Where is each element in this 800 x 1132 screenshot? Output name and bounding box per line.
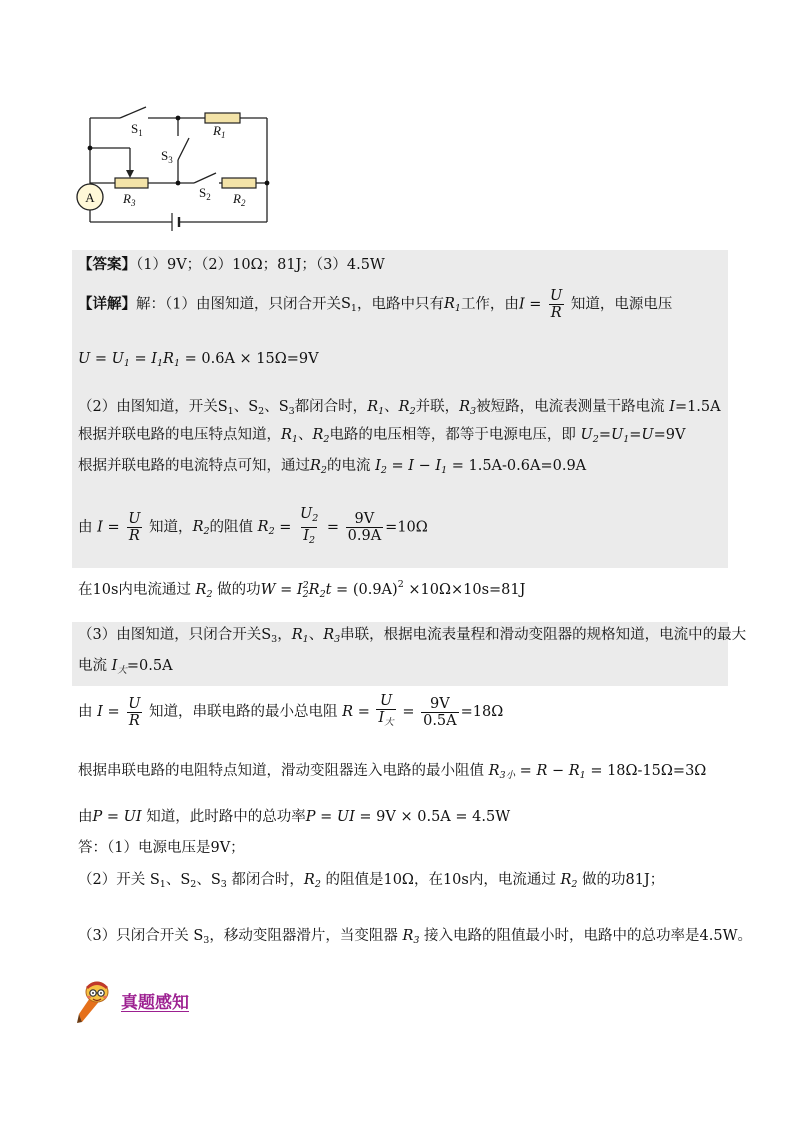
text-run: = (322, 519, 344, 535)
symbol-base: R (367, 398, 379, 415)
line-content (78, 656, 173, 681)
symbol-base: S (217, 398, 228, 415)
text-run: = (524, 296, 547, 312)
text-run: 根据并联电路的电压特点知道， (78, 426, 281, 443)
max-current-line (78, 648, 173, 688)
line-content (78, 693, 503, 731)
circuit-diagram (70, 100, 285, 240)
text-run: 、 (384, 398, 399, 415)
detail-part1-intro (78, 284, 672, 324)
text-run: = 1.5A-0.6A=0.9A (447, 457, 587, 474)
text-run: R (342, 704, 354, 720)
text-run: ×10Ω×10s=81J (403, 582, 526, 598)
text-run: I (97, 704, 103, 720)
min-total-resistance-line (78, 692, 503, 732)
line-content (78, 761, 706, 786)
text-run: 的阻值是10Ω，在10s内，电流通过 (320, 871, 561, 888)
text-run: 、 (297, 426, 313, 443)
math-symbol (581, 427, 599, 443)
text-run: R (128, 712, 140, 729)
fraction-numerator (353, 511, 377, 527)
work-line (78, 570, 525, 610)
fraction (126, 511, 142, 544)
line-content (78, 926, 752, 951)
symbol-base: S (210, 871, 221, 888)
min-rheostat-line (78, 753, 706, 793)
symbol-base: R (291, 626, 303, 643)
symbol-base: R (192, 519, 204, 535)
text-run: 并联， (415, 398, 460, 415)
subscript: 1 (159, 878, 166, 890)
symbol-base: R (560, 871, 572, 888)
math-symbol (399, 399, 416, 415)
math-symbol (444, 296, 461, 312)
text-run: = 9V × 0.5A = 4.5W (354, 809, 511, 825)
subscript: 3 (203, 934, 210, 946)
symbol-base: R (281, 426, 292, 443)
text-run: = (629, 426, 642, 443)
text-run: =10Ω (385, 519, 428, 535)
fraction-denominator (549, 304, 564, 321)
text-run: 由 (78, 704, 98, 720)
text-run: U (641, 426, 654, 443)
math-symbol (569, 763, 586, 779)
subscript: 2 (190, 878, 197, 890)
line-content (78, 456, 586, 481)
subscript: 2 (314, 878, 321, 890)
symbol-base: (0.9A) (352, 582, 398, 598)
text-run: = (102, 704, 125, 720)
math-symbol (303, 528, 315, 544)
subscript: 大 (117, 664, 127, 676)
ammeter-label: A (85, 190, 95, 205)
text-run: 工作，由 (460, 296, 519, 312)
symbol-base: S (149, 871, 160, 888)
symbol-base: R (303, 871, 315, 888)
text-run: ， (277, 626, 292, 643)
text-run: I (408, 457, 414, 474)
switch-s1 (120, 107, 146, 118)
text-run: = (353, 704, 375, 720)
subscript: 3小 (499, 769, 516, 781)
fraction (376, 693, 395, 731)
label-r3: $R_3$ (123, 191, 136, 208)
part3-intro (78, 617, 746, 657)
text-run: 0.9A (347, 527, 382, 544)
text-run: P (305, 809, 316, 825)
subscript: 1 (454, 303, 461, 314)
math-symbol (112, 351, 130, 367)
math-symbol (611, 427, 629, 443)
conclusion-3 (78, 918, 752, 958)
math-symbol (211, 872, 227, 888)
text-run: 都闭合时， (294, 398, 368, 415)
fraction-numerator (428, 696, 452, 712)
fraction-denominator (127, 527, 142, 544)
symbol-base: R (443, 296, 455, 312)
text-run: = (331, 582, 353, 598)
text-run: 电流 (78, 657, 112, 674)
resistor-r2 (222, 178, 256, 188)
subscript: 1 (378, 405, 385, 417)
text-run: = (598, 426, 611, 443)
text-run: 由 (78, 519, 98, 535)
math-symbol (300, 506, 318, 522)
text-run: 9V (354, 510, 375, 527)
subscript: 1 (302, 633, 309, 645)
math-symbol (258, 519, 275, 535)
symbol-base: S (248, 398, 259, 415)
math-symbol (375, 458, 387, 474)
math-symbol (112, 658, 127, 674)
math-symbol (312, 427, 329, 443)
parallel-current-line (78, 448, 586, 488)
text-run: U (78, 350, 91, 367)
math-symbol (309, 582, 326, 598)
text-run: I (518, 296, 525, 312)
math-symbol (489, 763, 515, 779)
symbol-base: S (278, 398, 289, 415)
math-symbol (193, 519, 210, 535)
resistor-r1 (205, 113, 240, 123)
r2-resistance-line (78, 507, 428, 547)
text-run: R (536, 762, 548, 779)
symbol-base: U (111, 350, 124, 367)
math-symbol (261, 627, 277, 643)
text-run: t (325, 582, 332, 598)
text-run: 、 (264, 398, 279, 415)
line-content (78, 575, 525, 605)
subscript: 2 (268, 526, 275, 537)
math-symbol (304, 872, 321, 888)
text-run: = 0.6A × 15Ω=9V (180, 350, 319, 367)
text-run: = (129, 350, 152, 367)
label-r2: $R_2$ (233, 191, 246, 208)
text-run: 的电流 (326, 457, 376, 474)
math-symbol (560, 872, 577, 888)
math-symbol (402, 928, 419, 944)
text-run: 根据串联电路的电阻特点知道，滑动变阻器连入电路的最小阻值 (78, 762, 489, 779)
math-symbol (193, 928, 209, 944)
math-symbol (367, 399, 384, 415)
symbol-base: R (402, 927, 414, 944)
symbol-base: R (163, 350, 174, 367)
text-run: R (128, 527, 140, 544)
symbol-base: U (580, 426, 593, 443)
fraction-numerator (298, 506, 320, 527)
symbol-base: R (323, 626, 335, 643)
slider-arrow (126, 148, 134, 178)
symbol-base: R (257, 519, 269, 535)
text-run: 都闭合时， (226, 871, 304, 888)
mascot-icon (76, 978, 112, 1024)
fraction-numerator (126, 511, 142, 527)
fraction (548, 288, 564, 321)
symbol-base: S (180, 871, 191, 888)
line-content (78, 807, 510, 827)
line-content (78, 288, 672, 321)
subscript: 1 (579, 769, 586, 781)
line-content (78, 870, 664, 895)
subscript: 1 (350, 303, 357, 314)
math-symbol (310, 458, 327, 474)
subscript: 大 (384, 717, 394, 728)
text-run: = 18Ω-15Ω=3Ω (585, 762, 707, 779)
text-run: 、 (308, 626, 324, 643)
text-run: = (275, 582, 297, 598)
subscript: 3 (334, 633, 341, 645)
symbol-base: R (568, 762, 580, 779)
text-run: 做的功 (212, 582, 261, 598)
text-run: 做的功81J； (577, 871, 665, 888)
subscript: 2 (592, 433, 599, 445)
symbol-base: I (303, 527, 309, 544)
text-run: = (397, 704, 420, 720)
symbol-base: S (261, 626, 272, 643)
subscript: 1 (623, 433, 630, 445)
line-content (78, 625, 746, 650)
subscript: 2 (571, 878, 578, 890)
section-heading: 真题感知 (121, 993, 189, 1013)
text-run: 串联，根据电流表量程和滑动变阻器的规格知道，电流中的最大 (340, 626, 747, 643)
text-run: = (102, 519, 125, 535)
subscript: 2 (319, 589, 326, 600)
subscript: 3 (288, 405, 295, 417)
math-symbol (292, 627, 309, 643)
conclusion-2 (78, 862, 664, 902)
text-run: 电路的电压相等，都等于电源电压，即 (329, 426, 581, 443)
symbol-base: R (488, 762, 500, 779)
subscript: 1 (227, 405, 234, 417)
fraction-denominator (301, 527, 317, 549)
math-symbol (218, 399, 234, 415)
resistor-r3 (115, 178, 148, 188)
text-run: =0.5A (126, 657, 173, 674)
subscript: 2 (409, 405, 416, 417)
text-run: （2）由图知道，开关 (78, 398, 218, 415)
symbol-base: U (610, 426, 624, 443)
math-symbol (323, 627, 340, 643)
fraction-denominator (376, 709, 395, 731)
math-symbol (341, 296, 357, 312)
text-run: 接入电路的阻值最小时，电路中的总功率是4.5W。 (419, 927, 752, 944)
math-symbol (435, 458, 447, 474)
subscript: 2 (320, 464, 327, 476)
text-run: 、 (196, 871, 211, 888)
subscript: 1 (123, 357, 130, 369)
text-run: （3）由图知道，只闭合开关 (78, 626, 262, 643)
math-symbol (196, 582, 213, 598)
math-symbol (150, 872, 166, 888)
fraction-numerator (548, 288, 564, 304)
symbol-base: S (340, 296, 351, 312)
source-voltage-formula (78, 341, 319, 381)
line-content (78, 349, 319, 374)
text-run: ，移动变阻器滑片，当变阻器 (209, 927, 403, 944)
subscript: 1 (441, 464, 448, 476)
subscript: 3 (470, 405, 477, 417)
math-symbol (180, 872, 196, 888)
symbol-base: R (459, 398, 471, 415)
text-run: 【答案】 (78, 256, 136, 273)
ammeter (77, 184, 103, 210)
text-run: I (97, 519, 103, 535)
label-r1: $R_1$ (213, 123, 226, 140)
subscript: 2 (302, 589, 309, 600)
symbol-base: I (151, 350, 157, 367)
line-content (78, 506, 428, 549)
text-run: = (315, 809, 337, 825)
switch-s3 (178, 138, 189, 160)
math-symbol (297, 582, 309, 598)
text-run: 被短路，电流表测量干路电流 (476, 398, 670, 415)
subscript: 2 (312, 512, 319, 524)
line-content (78, 255, 385, 275)
subscript: 2 (258, 405, 265, 417)
symbol-base: S (193, 927, 204, 944)
symbol-base: R (308, 582, 320, 598)
line-content (78, 838, 245, 858)
text-run: 知道，电源电压 (566, 296, 673, 312)
text-run: （1）9V；（2）10Ω；81J；（3）4.5W (136, 257, 385, 273)
symbol-base: U (299, 505, 313, 522)
text-run: 答：（1）电源电压是9V； (78, 840, 245, 856)
text-run: U (128, 510, 141, 527)
fraction-numerator (378, 693, 394, 709)
fraction-numerator (126, 696, 142, 712)
text-run: UI (123, 809, 142, 825)
label-s1: $S_1$ (131, 121, 143, 138)
symbol-base: R (398, 398, 410, 415)
subscript: 3 (413, 934, 420, 946)
text-run: =18Ω (460, 704, 504, 720)
text-run: 、 (165, 871, 181, 888)
label-s3: $S_3$ (161, 148, 173, 165)
answer-summary (78, 245, 385, 285)
text-run: − (547, 762, 569, 779)
subscript: 2 (203, 526, 210, 537)
fraction-denominator (127, 712, 142, 729)
math-symbol (281, 427, 298, 443)
math-symbol (352, 579, 404, 598)
math-symbol (459, 399, 476, 415)
text-run: = (515, 762, 537, 779)
text-run: 知道， (144, 519, 193, 535)
text-run: W (260, 582, 276, 598)
symbol-base: I (378, 710, 385, 726)
math-symbol (151, 351, 163, 367)
math-symbol (279, 399, 295, 415)
text-run: （2）开关 (78, 871, 150, 888)
math-symbol (378, 710, 393, 726)
text-run: − (413, 457, 436, 474)
text-run: =1.5A (674, 398, 721, 415)
text-run: = (274, 519, 296, 535)
subscript: 3 (271, 633, 278, 645)
text-run: I (669, 398, 675, 415)
text-run: 解：（1）由图知道，只闭合开关 (136, 296, 341, 312)
text-run: 在10s内电流通过 (78, 582, 196, 598)
switch-s2 (194, 173, 216, 183)
fraction (298, 506, 320, 549)
text-run: 知道，此时路中的总功率 (141, 809, 306, 825)
text-run: UI (336, 809, 355, 825)
text-run: U (550, 287, 563, 304)
text-run: U (128, 695, 141, 712)
symbol-base: I (435, 457, 442, 474)
text-run: = (102, 809, 124, 825)
fraction (126, 696, 142, 729)
text-run: ，电路中只有 (356, 296, 444, 312)
text-run: 9V (430, 695, 450, 712)
subscript: 1 (291, 433, 298, 445)
text-run: = (90, 350, 112, 367)
text-run: （3）只闭合开关 (78, 927, 194, 944)
text-run: 知道，串联电路的最小总电阻 (144, 704, 343, 720)
symbol-base: I (375, 457, 381, 474)
subscript: 1 (173, 357, 181, 369)
math-symbol (163, 351, 180, 367)
text-run: 【详解】 (78, 295, 136, 312)
subscript: 2 (323, 433, 330, 445)
text-run: 、 (233, 398, 249, 415)
text-run: = (386, 457, 409, 474)
symbol-base: R (312, 426, 324, 443)
fraction (346, 511, 384, 544)
superscript: 2 (397, 579, 404, 590)
text-run: 0.5A (423, 712, 457, 729)
subscript: 2 (206, 589, 213, 600)
subscript: 3 (220, 878, 227, 890)
fraction-denominator (421, 712, 459, 729)
symbol-base: R (195, 582, 207, 598)
battery (172, 213, 179, 231)
subscript: 2 (308, 534, 316, 546)
text-run: =9V (653, 426, 686, 443)
fraction (421, 696, 459, 729)
subscript: 2 (380, 464, 387, 476)
symbol-base: R (310, 457, 321, 474)
subscript: 1 (157, 357, 164, 369)
label-s2: $S_2$ (199, 185, 211, 202)
symbol-base: I (296, 582, 303, 598)
text-run: U (379, 693, 393, 709)
text-run: R (550, 304, 562, 321)
math-symbol (248, 399, 264, 415)
text-run: 根据并联电路的电流特点可知，通过 (78, 457, 310, 474)
line-content (78, 425, 686, 450)
text-run: 由 (78, 809, 93, 825)
text-run: P (92, 809, 103, 825)
text-run: 的阻值 (209, 519, 258, 535)
fraction-denominator (346, 527, 384, 544)
superscript: 2 (302, 580, 309, 591)
symbol-base: I (111, 657, 118, 674)
